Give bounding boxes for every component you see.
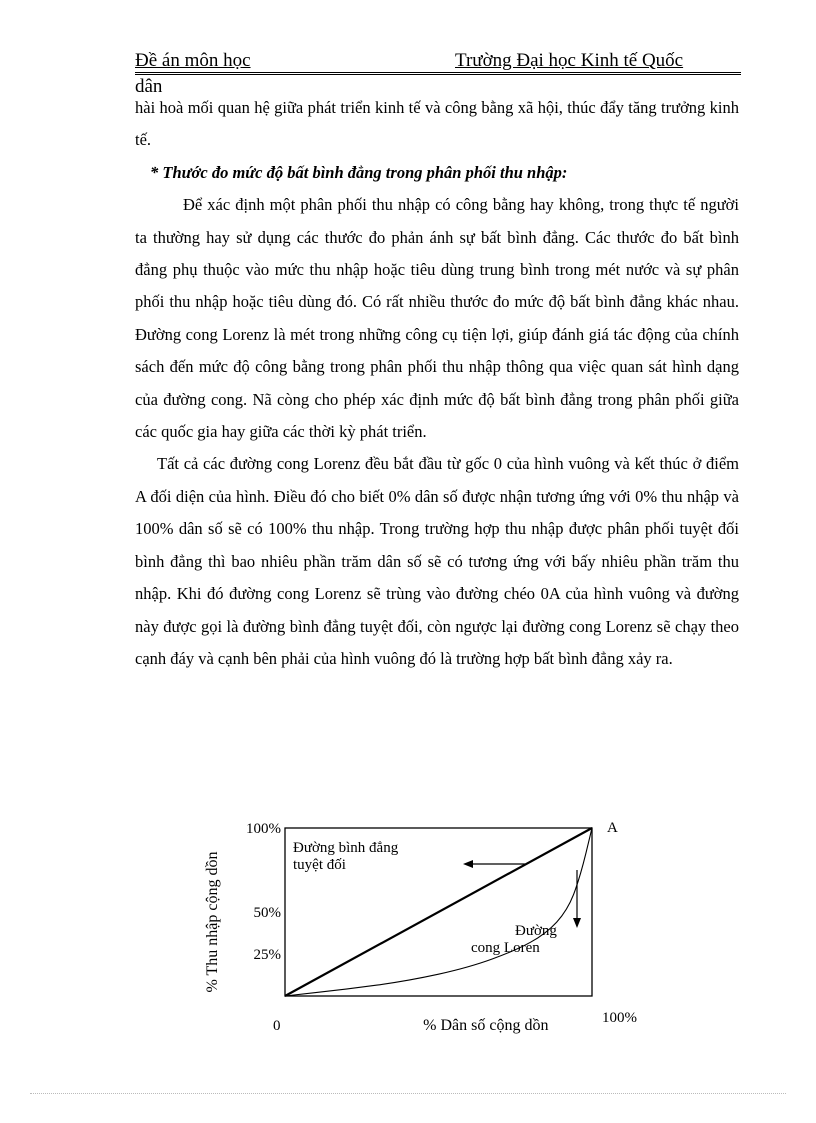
y-tick-label: 100% bbox=[246, 821, 281, 837]
equality-line-label: tuyệt đối bbox=[293, 857, 346, 873]
corner-label-a: A bbox=[607, 820, 618, 836]
paragraph-measures: Để xác định một phân phối thu nhập có công bằng hay không, trong thực tế người ta thường hay sử dụng các thước đo phản ánh sự bất bình đẳng. Các thước đo bất bình đẳng phụ thuộc vào mức thu nhập hoặc tiêu dùng trung bình trong mét nước và sự phân phối thu nhập hoặc tiêu dùng đó. Có rất nhiều thước đo mức độ bất bình đẳng khác nhau. Đường cong Lorenz là mét trong những công cụ tiện lợi, giúp đánh giá tác động của chính sách đến mức độ công bằng trong phân phối thu nhập thông qua việc quan sát hình dạng của đường cong. Nã còng cho phép xác định mức độ bất bình đẳng trong phân phối giữa các quốc gia hay giữa các thời kỳ phát triển. bbox=[135, 195, 739, 442]
body-text bbox=[135, 92, 739, 675]
footer-divider bbox=[30, 1093, 786, 1094]
lorenz-curve-label: Đường bbox=[515, 923, 557, 939]
y-tick-label: 50% bbox=[253, 905, 281, 921]
equality-arrow-head bbox=[463, 860, 473, 868]
y-tick-label: 25% bbox=[253, 947, 281, 963]
header-university: Trường Đại học Kinh tế Quốc bbox=[455, 50, 684, 71]
lorenz-chart bbox=[195, 810, 665, 1050]
page-header bbox=[135, 50, 741, 75]
lorenz-arrow-head bbox=[573, 918, 581, 928]
y-axis-label: % Thu nhập cộng dồn bbox=[204, 851, 221, 993]
header-continuation: dân bbox=[135, 76, 163, 97]
header-course-title: Đề án môn học bbox=[135, 50, 251, 71]
paragraph-continuation: hài hoà mối quan hệ giữa phát triển kinh tế và công bằng xã hội, thúc đẩy tăng trưởng kinh tế. bbox=[135, 98, 739, 150]
x-axis-label: % Dân số cộng dồn bbox=[423, 1017, 549, 1034]
equality-line-label: Đường bình đẳng bbox=[293, 840, 399, 856]
section-heading: * Thước đo mức độ bất bình đẳng trong phân phối thu nhập: bbox=[150, 162, 568, 182]
x-tick-label: 0 bbox=[273, 1018, 281, 1034]
lorenz-curve-label: cong Loren bbox=[471, 940, 540, 956]
paragraph-lorenz: Tất cả các đường cong Lorenz đều bắt đầu từ gốc 0 của hình vuông và kết thúc ở điểm A đối diện của hình. Điều đó cho biết 0% dân số được nhận tương ứng với 0% thu nhập và 100% dân số sẽ có 100% thu nhập. Trong trường hợp thu nhập được phân phối tuyệt đối bình đẳng thì bao nhiêu phần trăm dân số sẽ có tương ứng với bấy nhiêu phần trăm thu nhập. Khi đó đường cong Lorenz sẽ trùng vào đường chéo 0A của hình vuông và đường này được gọi là đường bình đẳng tuyệt đối, còn ngược lại đường cong Lorenz sẽ chạy theo cạnh đáy và cạnh bên phải của hình vuông đó là trường hợp bất bình đẳng xảy ra. bbox=[135, 454, 739, 668]
x-tick-label: 100% bbox=[602, 1010, 637, 1026]
